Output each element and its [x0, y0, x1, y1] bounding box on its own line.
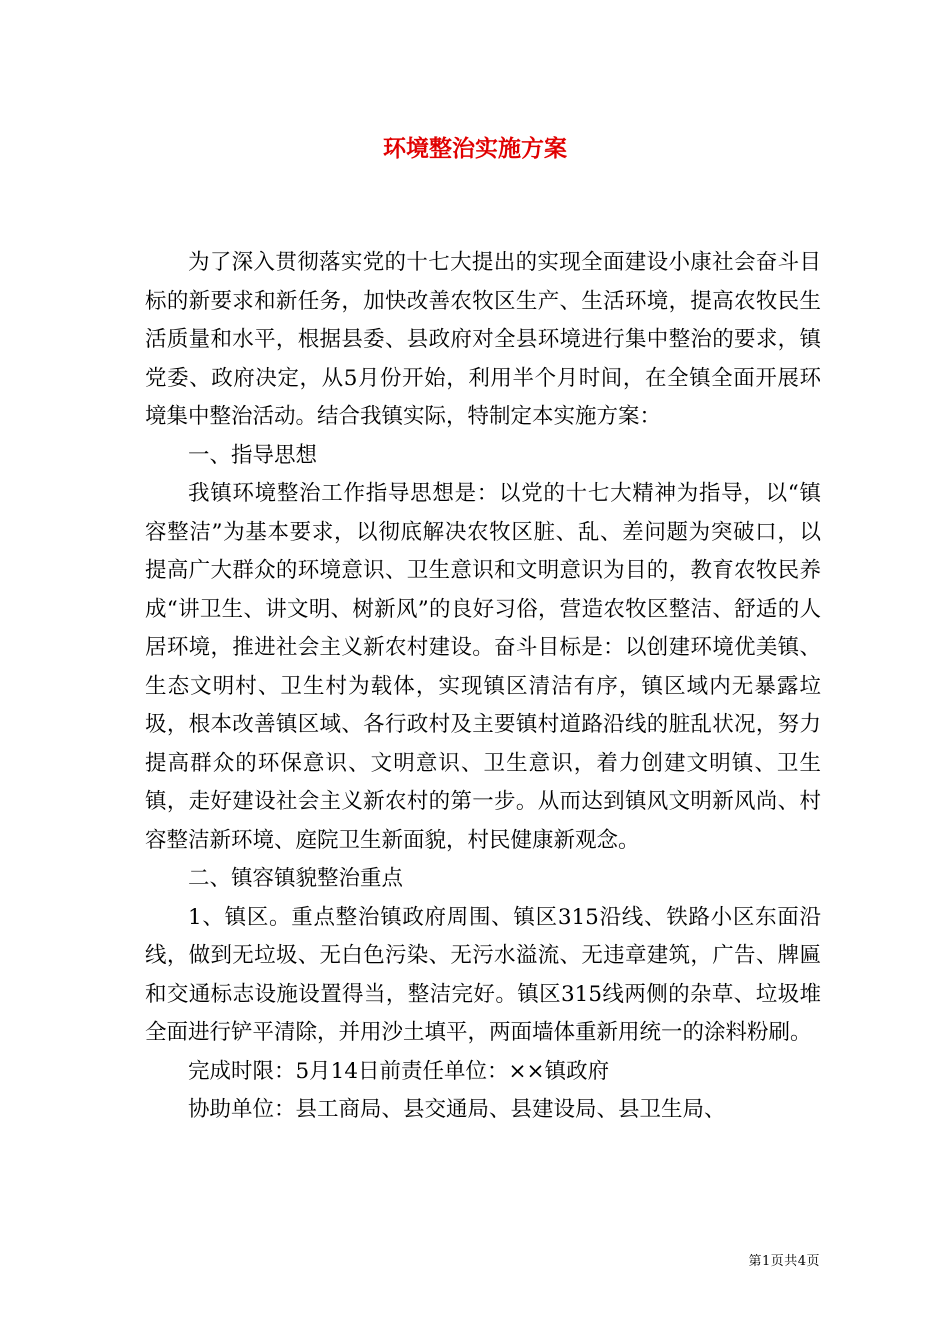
assisting-units-line: 协助单位：县工商局、县交通局、县建设局、县卫生局、 [188, 1097, 726, 1122]
document-body [145, 244, 821, 1130]
intro-paragraph: 为了深入贯彻落实党的十七大提出的实现全面建设小康社会奋斗目标的新要求和新任务，加快改善农牧区生产、生活环境，提高农牧民生活质量和水平，根据县委、县政府对全县环境进行集中整治的要求，镇党委、政府决定，从5月份开始，利用半个月时间，在全镇全面开展环境集中整治活动。结合我镇实际，特制定本实施方案： [145, 250, 821, 429]
document-title: 环境整治实施方案 [383, 135, 567, 162]
section-heading-key-rectification: 二、镇容镇貌整治重点 [188, 866, 404, 891]
section-heading-guiding-ideology: 一、指导思想 [188, 442, 318, 468]
town-area-paragraph: 1、镇区。重点整治镇政府周围、镇区315沿线、铁路小区东面沿线，做到无垃圾、无白色污染、无污水溢流、无违章建筑，广告、牌匾和交通标志设施设置得当，整洁完好。镇区315线两侧的杂草、垃圾堆全面进行铲平清除，并用沙土填平，两面墙体重新用统一的涂料粉刷。 [145, 904, 821, 1045]
deadline-line: 完成时限：5月14日前责任单位：××镇政府 [188, 1058, 610, 1084]
page-number: 第1页共4页 [748, 1254, 820, 1269]
guiding-ideology-paragraph: 我镇环境整治工作指导思想是：以党的十七大精神为指导，以“镇容整洁”为基本要求，以彻底解决农牧区脏、乱、差问题为突破口，以提高广大群众的环境意识、卫生意识和文明意识为目的，教育农牧民养成“讲卫生、讲文明、树新风”的良好习俗，营造农牧区整洁、舒适的人居环境，推进社会主义新农村建设。奋斗目标是：以创建环境优美镇、生态文明村、卫生村为载体，实现镇区清洁有序，镇区域内无暴露垃圾，根本改善镇区域、各行政村及主要镇村道路沿线的脏乱状况，努力提高群众的环保意识、文明意识、卫生意识，着力创建文明镇、卫生镇，走好建设社会主义新农村的第一步。从而达到镇风文明新风尚、村容整洁新环境、庭院卫生新面貌，村民健康新观念。 [145, 481, 821, 853]
